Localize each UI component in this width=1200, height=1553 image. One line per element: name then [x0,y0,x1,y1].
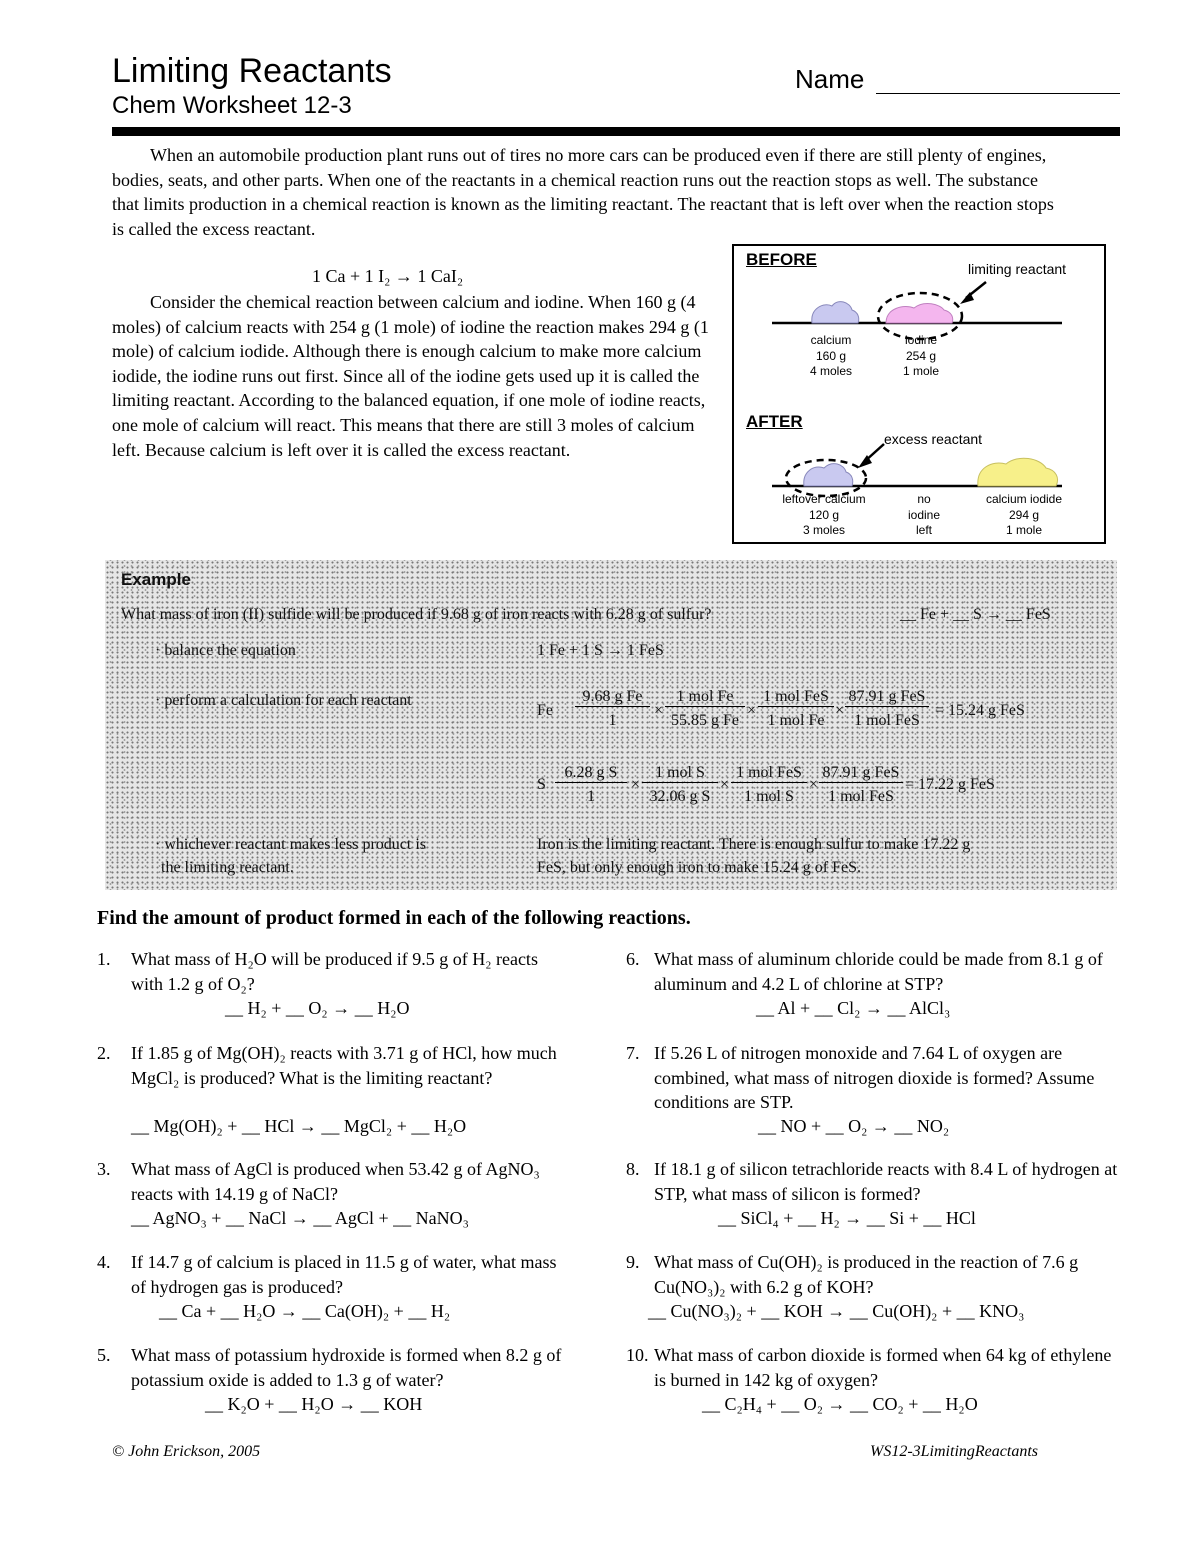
name-label: Name [795,64,865,94]
problem-equation: __ Al + __ Cl₂ → __ AlCl₃ [756,998,951,1018]
excess-reactant-label: excess reactant [884,431,983,447]
problem-text: What mass of AgCl is produced when 53.42 g of AgNO₃ reacts with 14.19 g of NaCl? [131,1159,540,1204]
name-blank-line[interactable] [876,93,1120,94]
step1-value: 1 Fe + 1 S → 1 FeS [537,642,664,659]
s-times-2: × [720,776,730,793]
reaction-paragraph: Consider the chemical reaction between calcium and iodine. When 160 g (4 moles) of calcium reacts with 254 g (1 mole) of iodine the reaction makes 294 g (1 mole) of calcium iodide. Although there is enough calcium to make more calcium iodide, the iodine runs out first. Since all of the iodine gets used up it is called the limiting reactant. According to the balanced equation, if one mole of iodine reacts, one mole of calcium will react. This means that there are still 3 moles of calcium left. Because calcium is left over it is called the excess reactant. [112,292,709,460]
worksheet-title: Limiting Reactants [112,52,392,90]
step1-label: · balance the equation [155,642,296,659]
step3-value-line1: Iron is the limiting reactant. There is enough sulfur to make 17.22 g [537,836,971,853]
problem-1 [97,947,587,1027]
before-calcium-label: calcium 160 g 4 moles [809,333,853,378]
before-label: BEFORE [746,250,817,269]
problem-3 [97,1157,587,1237]
problem-text: If 5.26 L of nitrogen monoxide and 7.64 L of oxygen are combined, what mass of nitrogen dioxide is formed? Assume conditions are STP. [654,1043,1095,1113]
step3-label-line2: the limiting reactant. [161,859,294,876]
s-result: = 17.22 g FeS [905,776,995,793]
problem-10 [626,1343,1126,1423]
problem-equation: __ K₂O + __ H₂O → __ KOH [205,1394,423,1414]
problem-number: 6. [626,949,640,969]
intro-paragraph: When an automobile production plant runs out of tires no more cars can be produced even if there are still plenty of engines, bodies, seats, and other parts. When one of the reactants in a chemical reaction runs out the reaction stops as well. The substance that limits production in a chemical reaction is known as the limiting reactant. The reactant that is left over when the reaction stops is called the excess reactant. [112,145,1054,239]
fe-times-1: × [654,702,664,719]
fe-f4-den: 1 mol FeS [854,712,920,729]
step3-label-line1: · whichever reactant makes less product is [155,836,427,853]
problem-text: What mass of potassium hydroxide is formed when 8.2 g of potassium oxide is added to 1.3 g of water? [131,1345,562,1390]
fe-f1-num: 9.68 g Fe [575,688,650,707]
s-times-3: × [809,776,819,793]
problem-text: If 18.1 g of silicon tetrachloride reacts with 8.4 L of hydrogen at STP, what mass of silicon is formed? [654,1159,1118,1204]
footer-copyright: © John Erickson, 2005 [112,1443,261,1460]
fe-f2-num: 1 mol Fe [665,688,745,707]
example-question: What mass of iron (II) sulfide will be produced if 9.68 g of iron reacts with 6.28 g of sulfur? [121,606,712,623]
s-f4-den: 1 mol FeS [828,788,894,805]
problem-equation: __ Ca + __ H₂O → __ Ca(OH)₂ + __ H₂ [159,1301,451,1321]
s-f2-num: 1 mol S [642,764,718,783]
limiting-reactant-label: limiting reactant [968,261,1067,277]
problem-number: 7. [626,1043,640,1063]
example-heading: Example [121,570,191,589]
s-times-1: × [631,776,641,793]
s-f3-num: 1 mol FeS [731,764,807,783]
s-f1-den: 1 [587,788,595,805]
problem-text: What mass of carbon dioxide is formed when 64 kg of ethylene is burned in 142 kg of oxygen? [654,1345,1112,1390]
problem-number: 1. [97,949,111,969]
problem-number: 4. [97,1252,111,1272]
reaction-equation: 1 Ca + 1 I₂ → 1 CaI₂ [312,266,464,286]
reaction-section [112,290,712,462]
problem-text: What mass of Cu(OH)₂ is produced in the reaction of 7.6 g Cu(NO₃)₂ with 6.2 g of KOH? [654,1252,1079,1297]
fe-f1-den: 1 [608,712,617,729]
before-after-diagram [732,244,1106,544]
s-f2-den: 32.06 g S [649,788,711,805]
problem-number: 5. [97,1345,111,1365]
iodine-blob [886,304,953,323]
problem-4 [97,1250,587,1330]
example-question-equation: __ Fe + __ S → __ FeS [900,606,1051,623]
calcium-iodide-blob [978,458,1058,486]
worksheet-subtitle: Chem Worksheet 12-3 [112,92,352,119]
fe-f4-num: 87.91 g FeS [845,688,929,707]
problem-number: 10. [626,1345,649,1365]
problem-number: 9. [626,1252,640,1272]
intro-section [112,143,1062,241]
problem-equation: __ C₂H₄ + __ O₂ → __ CO₂ + __ H₂O [702,1394,978,1414]
problem-5 [97,1343,587,1423]
fe-times-2: × [747,702,757,719]
fe-f3-den: 1 mol Fe [767,712,825,729]
s-f1-num: 6.28 g S [555,764,627,783]
footer-file-id: WS12-3LimitingReactants [870,1443,1038,1460]
problem-number: 2. [97,1043,111,1063]
s-calc-label: S [537,776,546,793]
example-box [105,560,1117,890]
s-f3-den: 1 mol S [744,788,794,805]
problem-text: If 1.85 g of Mg(OH)₂ reacts with 3.71 g of HCl, how much MgCl₂ is produced? What is the limiting reactant? [131,1043,557,1088]
leftover-calcium-blob [804,464,853,486]
problem-9 [626,1250,1126,1330]
problem-text: What mass of H₂O will be produced if 9.5 g of H₂ reacts with 1.2 g of O₂? [131,949,538,994]
problem-2 [97,1041,587,1141]
problem-equation: __ Cu(NO₃)₂ + __ KOH → __ Cu(OH)₂ + __ KNO₃ [648,1301,1025,1321]
step3-value-line2: FeS, but only enough iron to make 15.24 g of FeS. [537,859,861,876]
s-f4-num: 87.91 g FeS [819,764,903,783]
fe-times-3: × [835,702,845,719]
problem-equation: __ Mg(OH)₂ + __ HCl → __ MgCl₂ + __ H₂O [131,1116,467,1136]
problem-8 [626,1157,1126,1237]
fe-f3-num: 1 mol FeS [758,688,834,707]
after-iodine-label: no iodine left [907,492,941,537]
fe-calc-label: Fe [537,702,553,719]
problem-text: If 14.7 g of calcium is placed in 11.5 g of water, what mass of hydrogen gas is produced? [131,1252,557,1297]
problem-text: What mass of aluminum chloride could be made from 8.1 g of aluminum and 4.2 L of chlorine at STP? [654,949,1103,994]
after-label: AFTER [746,412,803,431]
fe-f2-den: 55.85 g Fe [671,712,739,729]
problems-heading: Find the amount of product formed in each of the following reactions. [97,907,691,929]
before-iodine-label: iodine 254 g 1 mole [902,333,940,378]
problem-6 [626,947,1126,1027]
after-calcium-label: leftover calcium 120 g 3 moles [782,492,866,537]
step2-label: · perform a calculation for each reactant [155,692,412,709]
problem-equation: __ NO + __ O₂ → __ NO₂ [758,1116,950,1136]
problem-7 [626,1041,1126,1141]
problem-number: 8. [626,1159,640,1179]
problem-equation: __ H₂ + __ O₂ → __ H₂O [225,998,410,1018]
calcium-blob [812,302,859,323]
header-rule [112,127,1120,136]
problem-equation: __ SiCl₄ + __ H₂ → __ Si + __ HCl [718,1208,976,1228]
problem-equation: __ AgNO₃ + __ NaCl → __ AgCl + __ NaNO₃ [131,1208,469,1228]
after-calcium-iodide-label: calcium iodide 294 g 1 mole [985,492,1063,537]
problem-number: 3. [97,1159,111,1179]
fe-result: = 15.24 g FeS [935,702,1025,719]
